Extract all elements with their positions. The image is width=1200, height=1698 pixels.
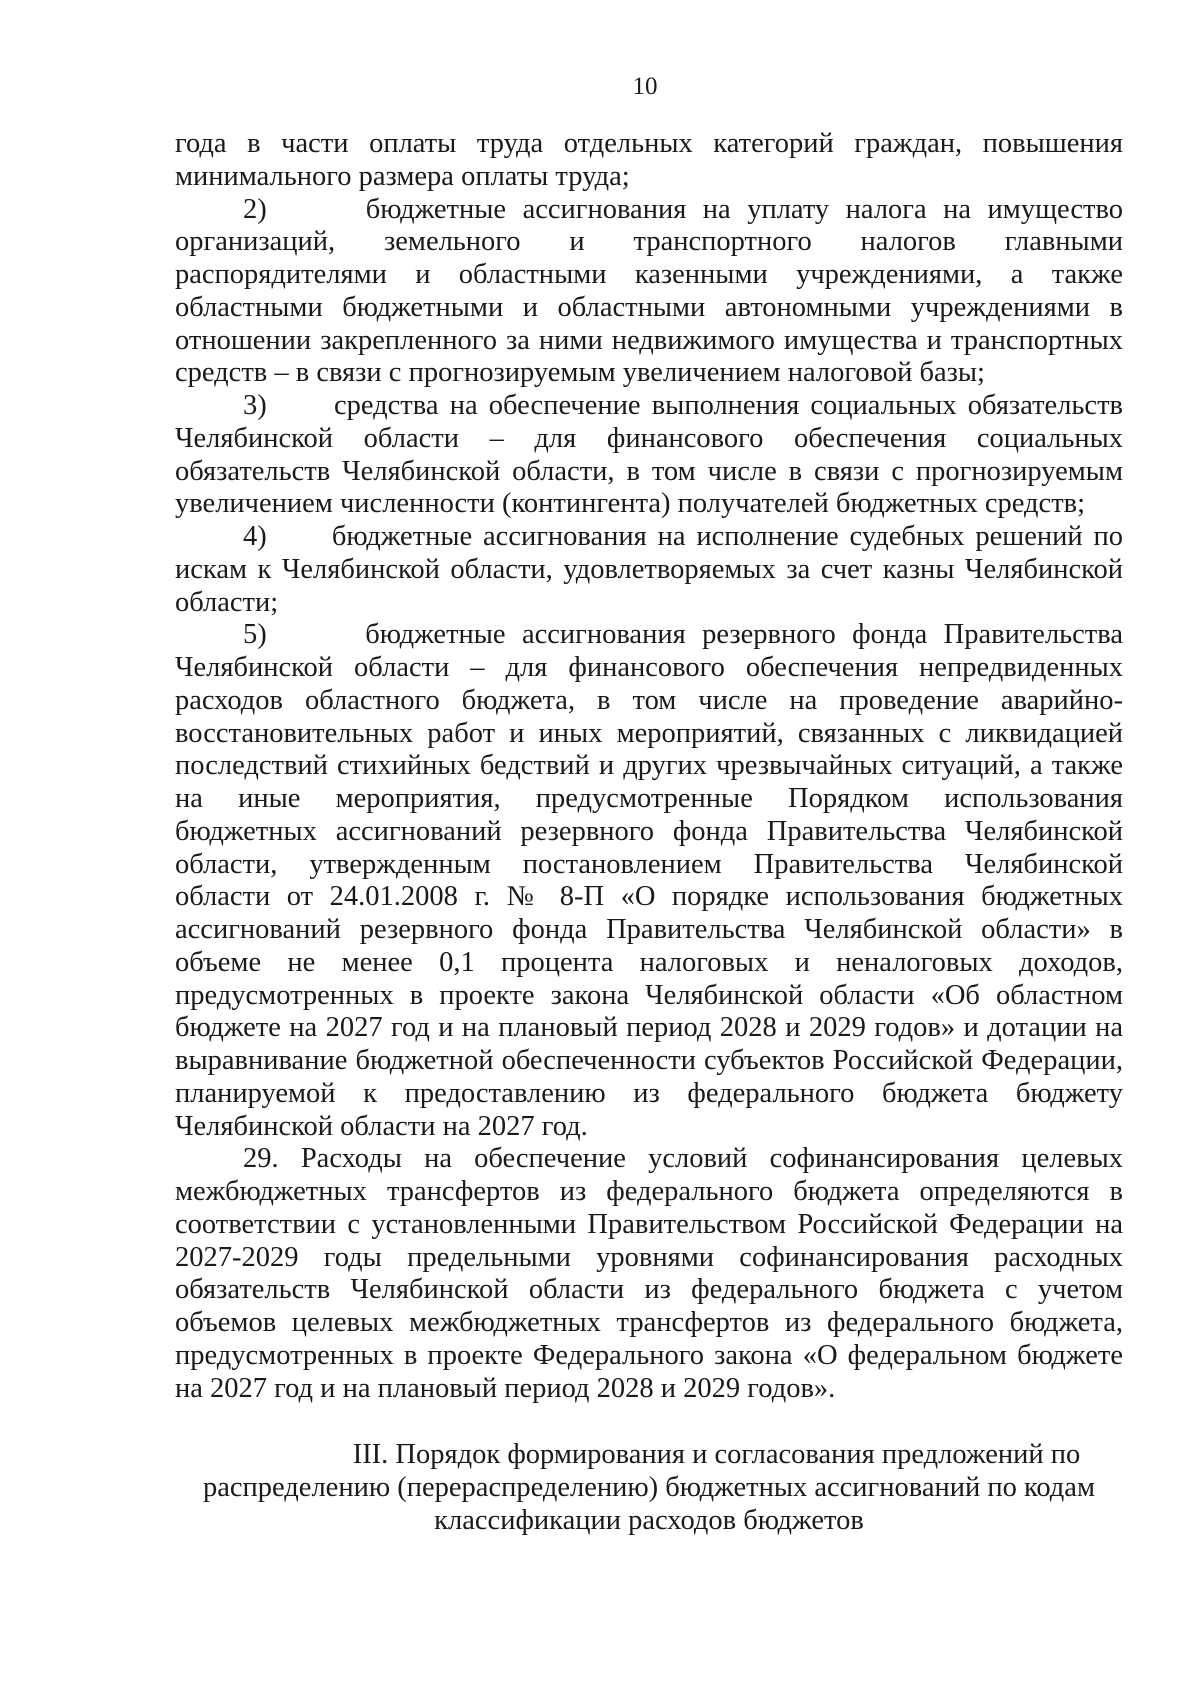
clause-29: 29. Расходы на обеспечение условий софинансирования целевых межбюджетных трансфертов из федерального бюджета определяются в соответствии с установленными Правительством Российской Федерации на 2027-2029 годы предельными уровнями софинансирования расходных обязательств Челябинской области из федерального бюджета с учетом объемов целевых межбюджетных трансфертов из федерального бюджета, предусмотренных в проекте Федерального закона «О федеральном бюджете на 2027 год и на плановый период 2028 и 2029 годов». <box>175 1143 1123 1404</box>
section-heading-line-2: распределению (перераспределению) бюджетных ассигнований по кодам <box>202 1472 1095 1503</box>
section-heading-line-1: III. Порядок формирования и согласования предложений по <box>352 1439 1081 1470</box>
document-body <box>175 128 1123 1405</box>
list-item-5: 5) бюджетные ассигнования резервного фонда Правительства Челябинской области – для финансового обеспечения непредвиденных расходов областного бюджета, в том числе на проведение аварийно-восстановительных работ и иных мероприятий, связанных с ликвидацией последствий стихийных бедствий и других чрезвычайных ситуаций, а также на иные мероприятия, предусмотренные Порядком использования бюджетных ассигнований резервного фонда Правительства Челябинской области, утвержденным постановлением Правительства Челябинской области от 24.01.2008 г. № 8-П «О порядке использования бюджетных ассигнований резервного фонда Правительства Челябинской области» в объеме не менее 0,1 процента налоговых и неналоговых доходов, предусмотренных в проекте закона Челябинской области «Об областном бюджете на 2027 год и на плановый период 2028 и 2029 годов» и дотации на выравнивание бюджетной обеспеченности субъектов Российской Федерации, планируемой к предоставлению из федерального бюджета бюджету Челябинской области на 2027 год. <box>175 619 1123 1142</box>
list-item-4: 4) бюджетные ассигнования на исполнение судебных решений по искам к Челябинской области, удовлетворяемых за счет казны Челябинской области; <box>175 521 1123 618</box>
section-heading-line-3: классификации расходов бюджетов <box>434 1505 864 1536</box>
list-item-3: 3) средства на обеспечение выполнения социальных обязательств Челябинской области – для финансового обеспечения социальных обязательств Челябинской области, в том числе в связи с прогнозируемым увеличением численности (контингента) получателей бюджетных средств; <box>175 390 1123 520</box>
section-heading <box>175 1438 1123 1537</box>
list-item-2: 2) бюджетные ассигнования на уплату налога на имущество организаций, земельного и транспортного налогов главными распорядителями и областными казенными учреждениями, а также областными бюджетными и областными автономными учреждениями в отношении закрепленного за ними недвижимого имущества и транспортных средств – в связи с прогнозируемым увеличением налоговой базы; <box>175 193 1123 389</box>
page-number: 10 <box>632 73 658 100</box>
paragraph-continuation: года в части оплаты труда отдельных категорий граждан, повышения минимального размера оплаты труда; <box>175 128 1123 192</box>
